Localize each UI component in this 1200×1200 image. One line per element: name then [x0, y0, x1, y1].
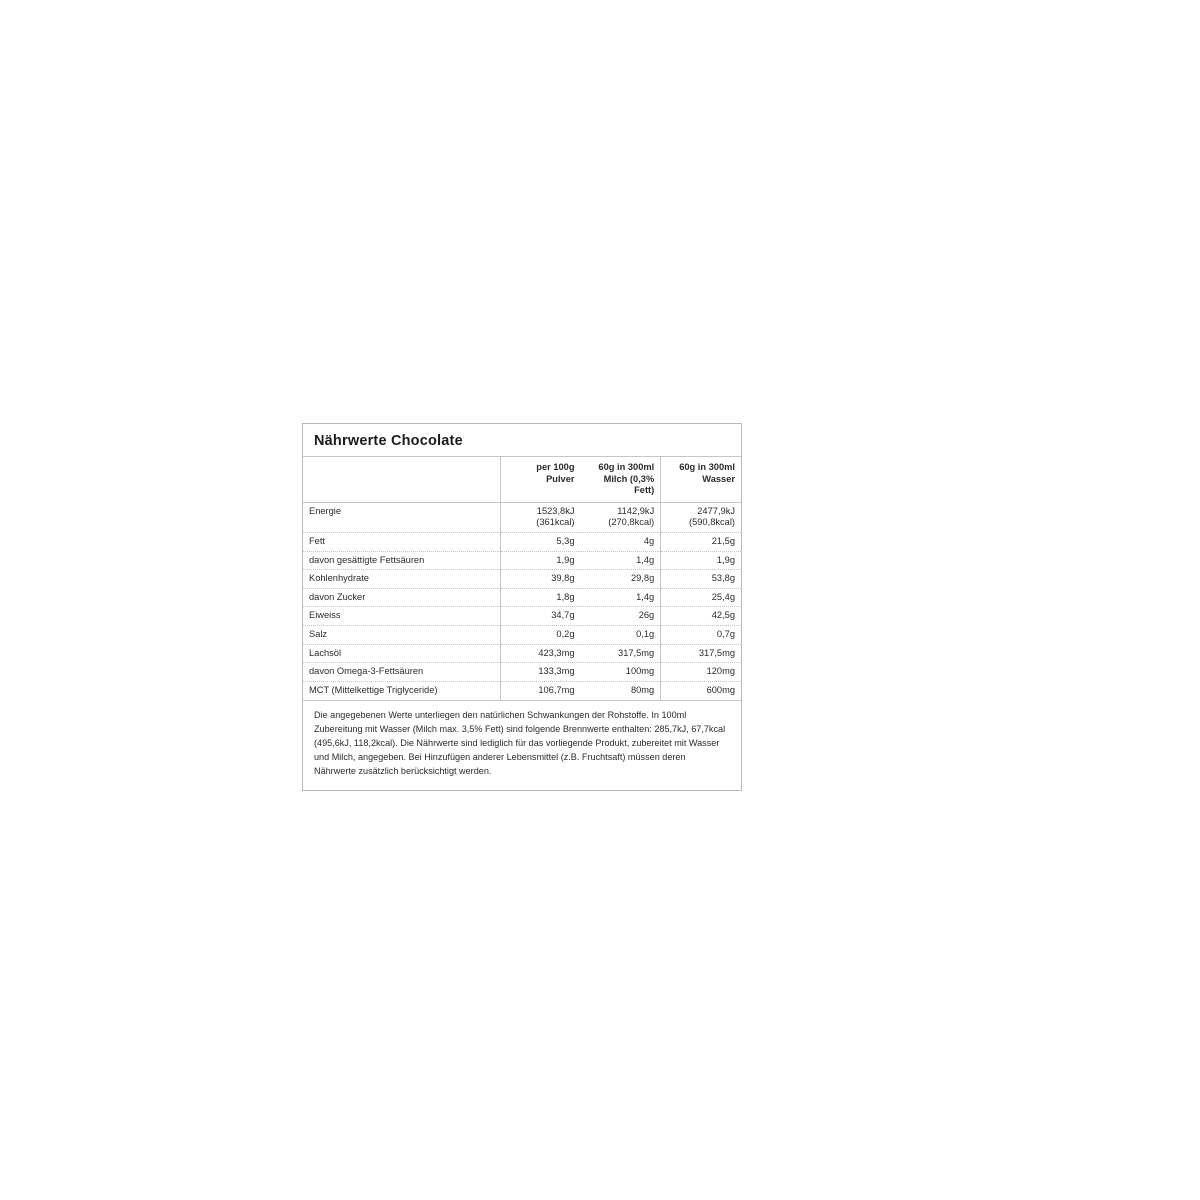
- row-value: [581, 502, 661, 532]
- column-header-per-100g-line1: per 100g Pulver: [536, 462, 575, 484]
- row-value-sub: (361kcal): [536, 517, 575, 528]
- row-value: 120mg: [661, 663, 741, 682]
- row-value: 42,5g: [661, 607, 741, 626]
- row-value: 80mg: [581, 681, 661, 700]
- table-body: [303, 502, 741, 700]
- row-value: 0,1g: [581, 626, 661, 645]
- row-value: 317,5mg: [661, 644, 741, 663]
- row-label: davon Omega-3-Fettsäuren: [303, 663, 500, 682]
- table-row: [303, 663, 741, 682]
- row-value: 133,3mg: [500, 663, 580, 682]
- table-row: [303, 681, 741, 700]
- table-row: [303, 644, 741, 663]
- row-label: Lachsöl: [303, 644, 500, 663]
- row-value: 0,7g: [661, 626, 741, 645]
- row-value: 423,3mg: [500, 644, 580, 663]
- row-value: [500, 502, 580, 532]
- row-value: 1,4g: [581, 588, 661, 607]
- row-value: 29,8g: [581, 570, 661, 589]
- row-label: Energie: [303, 502, 500, 532]
- column-header-milk-line2: Milch (0,3% Fett): [603, 473, 655, 496]
- row-value: 1,9g: [661, 551, 741, 570]
- row-value: 0,2g: [500, 626, 580, 645]
- column-header-water: [661, 457, 741, 503]
- row-value: 4g: [581, 533, 661, 552]
- nutrition-table: [303, 456, 741, 701]
- table-row: [303, 502, 741, 532]
- row-value: 1,8g: [500, 588, 580, 607]
- nutrition-facts-panel: [302, 423, 742, 791]
- table-row: [303, 533, 741, 552]
- row-value: 25,4g: [661, 588, 741, 607]
- column-header-blank: [303, 457, 500, 503]
- row-value-sub: (590,8kcal): [689, 517, 735, 528]
- table-row: [303, 570, 741, 589]
- row-label: Salz: [303, 626, 500, 645]
- row-value-main: 1142,9kJ: [617, 505, 655, 516]
- table-row: [303, 607, 741, 626]
- column-header-water-line2: Wasser: [702, 473, 735, 484]
- table-row: [303, 626, 741, 645]
- table-row: [303, 551, 741, 570]
- row-value-sub: (270,8kcal): [608, 517, 655, 528]
- row-value: 1,4g: [581, 551, 661, 570]
- footnote-text: Die angegebenen Werte unterliegen den natürlichen Schwankungen der Rohstoffe. In 100ml Zubereitung mit Wasser (Milch max. 3,5% Fett) sind folgende Brennwerte enthalten: 285,7kJ, 67,7kcal (495,6kJ, 118,2kcal). Die Nährwerte sind lediglich für das vorliegende Produkt, zubereitet mit Wasser und Milch, angegeben. Bei Hinzufügen anderer Lebensmittel (z.B. Fruchtsaft) müssen deren Nährwerte zusätzlich berücksichtigt werden.: [314, 709, 726, 776]
- table-header: [303, 457, 741, 503]
- table-row: [303, 588, 741, 607]
- row-label: Fett: [303, 533, 500, 552]
- row-value: 34,7g: [500, 607, 580, 626]
- table-header-row: [303, 457, 741, 503]
- column-header-milk-line1: 60g in 300ml: [598, 462, 655, 472]
- row-value: 317,5mg: [581, 644, 661, 663]
- row-value: [661, 502, 741, 532]
- row-label: Eiweiss: [303, 607, 500, 626]
- row-label: davon gesättigte Fettsäuren: [303, 551, 500, 570]
- column-header-per-100g: [500, 457, 580, 503]
- column-header-milk: [581, 457, 661, 503]
- row-label: Kohlenhydrate: [303, 570, 500, 589]
- row-value-main: 2477,9kJ: [697, 505, 735, 516]
- row-value: 600mg: [661, 681, 741, 700]
- column-header-water-line1: 60g in 300ml: [679, 462, 735, 472]
- row-value-main: 1523,8kJ: [536, 505, 575, 516]
- row-value: 106,7mg: [500, 681, 580, 700]
- row-value: 53,8g: [661, 570, 741, 589]
- row-value: 39,8g: [500, 570, 580, 589]
- row-value: 26g: [581, 607, 661, 626]
- row-value: 21,5g: [661, 533, 741, 552]
- row-value: 5,3g: [500, 533, 580, 552]
- row-value: 1,9g: [500, 551, 580, 570]
- row-value: 100mg: [581, 663, 661, 682]
- row-label: MCT (Mittelkettige Triglyceride): [303, 681, 500, 700]
- panel-title: Nährwerte Chocolate: [314, 433, 463, 449]
- row-label: davon Zucker: [303, 588, 500, 607]
